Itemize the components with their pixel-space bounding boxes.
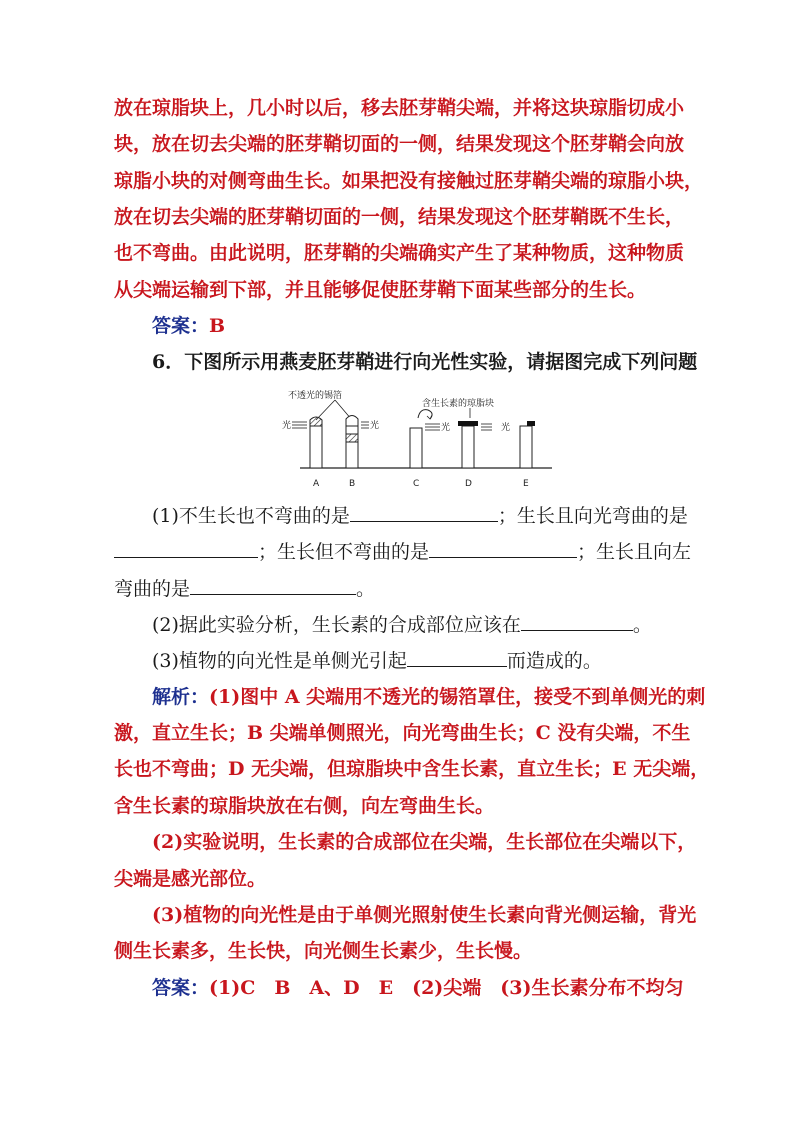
label-e: E [523, 479, 529, 489]
analysis-line: 尖端是感光部位。 [114, 868, 267, 890]
question-1-line-2 [114, 539, 691, 564]
answer-blank[interactable] [350, 503, 498, 522]
light-label-d: 光 [501, 423, 511, 433]
analysis-line: 侧生长素多，生长快，向光侧生长素少，生长慢。 [114, 940, 533, 962]
q1-text: ；生长且向光弯曲的是 [497, 505, 688, 527]
question-1-line-3 [114, 576, 375, 601]
experiment-figure [280, 386, 560, 492]
coleoptile-c [410, 410, 432, 468]
question-1-line-1 [152, 503, 688, 528]
light-label-a: 光 [282, 421, 292, 431]
analysis-line: 长也不弯曲；D 无尖端，但琼脂块中含生长素，直立生长；E 无尖端， [114, 758, 710, 780]
label-d: D [465, 479, 472, 489]
question-stem: 6．下图所示用燕麦胚芽鞘进行向光性实验，请据图完成下列问题 [152, 351, 698, 373]
answer-blank[interactable] [190, 576, 356, 595]
q2-text: 。 [632, 614, 652, 636]
explanation-line: 琼脂小块的对侧弯曲生长。如果把没有接触过胚芽鞘尖端的琼脂小块， [114, 170, 704, 192]
analysis-line [152, 685, 705, 709]
coleoptile-a [310, 417, 322, 468]
explanation-line: 也不弯曲。由此说明，胚芽鞘的尖端确实产生了某种物质，这种物质 [114, 242, 685, 264]
answer-blank[interactable] [521, 612, 633, 631]
coleoptile-b [346, 416, 358, 469]
answer-blank[interactable] [429, 539, 577, 558]
coleoptile-d [458, 421, 478, 468]
label-c: C [413, 479, 420, 489]
agar-label: 含生长素的琼脂块 [422, 399, 495, 409]
analysis-line: 激，直立生长；B 尖端单侧照光，向光弯曲生长；C 没有尖端，不生 [114, 722, 691, 744]
answer-value: B [209, 315, 226, 337]
q3-text: 而造成的。 [506, 650, 602, 672]
q1-text: ；生长但不弯曲的是 [258, 541, 430, 563]
q3-text: (3)植物的向光性是单侧光引起 [152, 650, 407, 672]
analysis-line: (2)实验说明，生长素的合成部位在尖端，生长部位在尖端以下， [152, 831, 697, 853]
final-answer [152, 976, 684, 1000]
answer-blank[interactable] [114, 539, 258, 558]
analysis-line: (3)植物的向光性是由于单侧光照射使生长素向背光侧运输，背光 [152, 904, 697, 926]
foil-label: 不透光的锡箔 [288, 391, 343, 401]
q1-text: 弯曲的是 [114, 578, 191, 600]
q1-text: 。 [356, 578, 376, 600]
analysis-label: 解析： [152, 686, 210, 708]
question-2 [152, 612, 652, 637]
analysis-text: (1)图中 A 尖端用不透光的锡箔罩住，接受不到单侧光的刺 [209, 686, 706, 708]
explanation-line: 放在琼脂块上，几小时以后，移去胚芽鞘尖端，并将这块琼脂切成小 [114, 97, 685, 119]
explanation-line: 放在切去尖端的胚芽鞘切面的一侧，结果发现这个胚芽鞘既不生长， [114, 206, 685, 228]
light-label-c: 光 [441, 423, 451, 433]
light-label-b: 光 [370, 421, 380, 431]
answer-label: 答案： [152, 977, 210, 999]
label-a: A [313, 479, 320, 489]
q2-text: (2)据此实验分析，生长素的合成部位应该在 [152, 614, 521, 636]
answer-blank[interactable] [407, 648, 507, 667]
q1-text: (1)不生长也不弯曲的是 [152, 505, 350, 527]
explanation-line: 块，放在切去尖端的胚芽鞘切面的一侧，结果发现这个胚芽鞘会向放 [114, 133, 685, 155]
coleoptile-e [520, 421, 535, 468]
explanation-line: 从尖端运输到下部，并且能够促使胚芽鞘下面某些部分的生长。 [114, 279, 647, 301]
answer-text: (1)C B A、D E (2)尖端 (3)生长素分布不均匀 [209, 977, 684, 999]
label-b: B [349, 479, 356, 489]
question-3 [152, 648, 602, 673]
q1-text: ；生长且向左 [577, 541, 692, 563]
analysis-line: 含生长素的琼脂块放在右侧，向左弯曲生长。 [114, 795, 495, 817]
previous-answer [152, 314, 225, 338]
answer-label: 答案： [152, 315, 210, 337]
